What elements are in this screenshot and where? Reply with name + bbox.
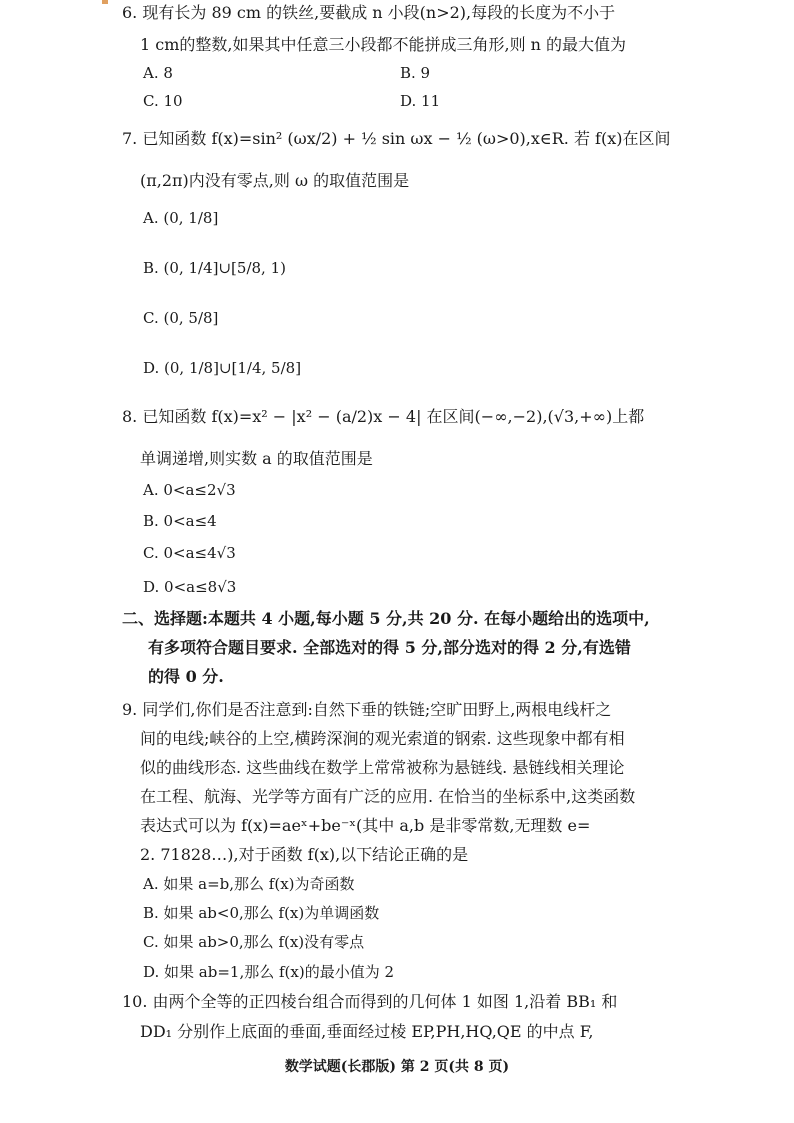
q8-option-a: A. 0<a≤2√3 [143, 481, 236, 499]
q8-line2: 单调递增,则实数 a 的取值范围是 [140, 449, 373, 468]
q8-option-b: B. 0<a≤4 [143, 512, 217, 530]
q10-line1: 10. 由两个全等的正四棱台组合而得到的几何体 1 如图 1,沿着 BB₁ 和 [122, 992, 618, 1011]
q6-option-b: B. 9 [400, 64, 431, 82]
q6-line1: 6. 现有长为 89 cm 的铁丝,要截成 n 小段(n>2),每段的长度为不小于 [122, 3, 616, 22]
q9-line2: 间的电线;峡谷的上空,横跨深涧的观光索道的钢索. 这些现象中都有相 [140, 729, 625, 748]
q9-option-b: B. 如果 ab<0,那么 f(x)为单调函数 [143, 904, 380, 922]
q9-line3: 似的曲线形态. 这些曲线在数学上常常被称为悬链线. 悬链线相关理论 [140, 758, 625, 777]
q9-option-d: D. 如果 ab=1,那么 f(x)的最小值为 2 [143, 963, 395, 981]
section2-line1: 二、选择题:本题共 4 小题,每小题 5 分,共 20 分. 在每小题给出的选项中, [122, 609, 650, 628]
section2-line3: 的得 0 分. [148, 667, 224, 686]
page-footer: 数学试题(长郡版) 第 2 页(共 8 页) [284, 1059, 510, 1075]
q6-option-c: C. 10 [143, 92, 183, 110]
q9-line4: 在工程、航海、光学等方面有广泛的应用. 在恰当的坐标系中,这类函数 [140, 787, 636, 806]
q10-line2: DD₁ 分别作上底面的垂面,垂面经过棱 EP,PH,HQ,QE 的中点 F, [140, 1022, 594, 1041]
q7-option-d: D. (0, 1/8]∪[1/4, 5/8] [143, 359, 302, 377]
q7-line2: (π,2π)内没有零点,则 ω 的取值范围是 [140, 171, 410, 190]
q7-option-b: B. (0, 1/4]∪[5/8, 1) [143, 259, 286, 277]
q6-line2: 1 cm的整数,如果其中任意三小段都不能拼成三角形,则 n 的最大值为 [140, 35, 627, 54]
scan-mark [102, 0, 108, 4]
q7-option-a: A. (0, 1/8] [143, 209, 219, 227]
q9-option-c: C. 如果 ab>0,那么 f(x)没有零点 [143, 933, 365, 951]
q6-option-d: D. 11 [400, 92, 441, 110]
q8-option-d: D. 0<a≤8√3 [143, 578, 237, 596]
q9-line6: 2. 71828…),对于函数 f(x),以下结论正确的是 [140, 845, 469, 864]
q7-option-c: C. (0, 5/8] [143, 309, 219, 327]
q7-line1: 7. 已知函数 f(x)=sin² (ωx/2) + ½ sin ωx − ½ (ω>0),x∈R. 若 f(x)在区间 [122, 129, 671, 148]
q9-line1: 9. 同学们,你们是否注意到:自然下垂的铁链;空旷田野上,两根电线杆之 [122, 700, 612, 719]
q9-option-a: A. 如果 a=b,那么 f(x)为奇函数 [143, 875, 355, 893]
q8-option-c: C. 0<a≤4√3 [143, 544, 236, 562]
section2-line2: 有多项符合题目要求. 全部选对的得 5 分,部分选对的得 2 分,有选错 [148, 638, 631, 657]
q6-option-a: A. 8 [143, 64, 173, 82]
q9-line5: 表达式可以为 f(x)=aeˣ+be⁻ˣ(其中 a,b 是非零常数,无理数 e= [140, 816, 591, 835]
q8-line1: 8. 已知函数 f(x)=x² − |x² − (a/2)x − 4| 在区间(−∞,−2),(√3,+∞)上都 [122, 407, 645, 426]
